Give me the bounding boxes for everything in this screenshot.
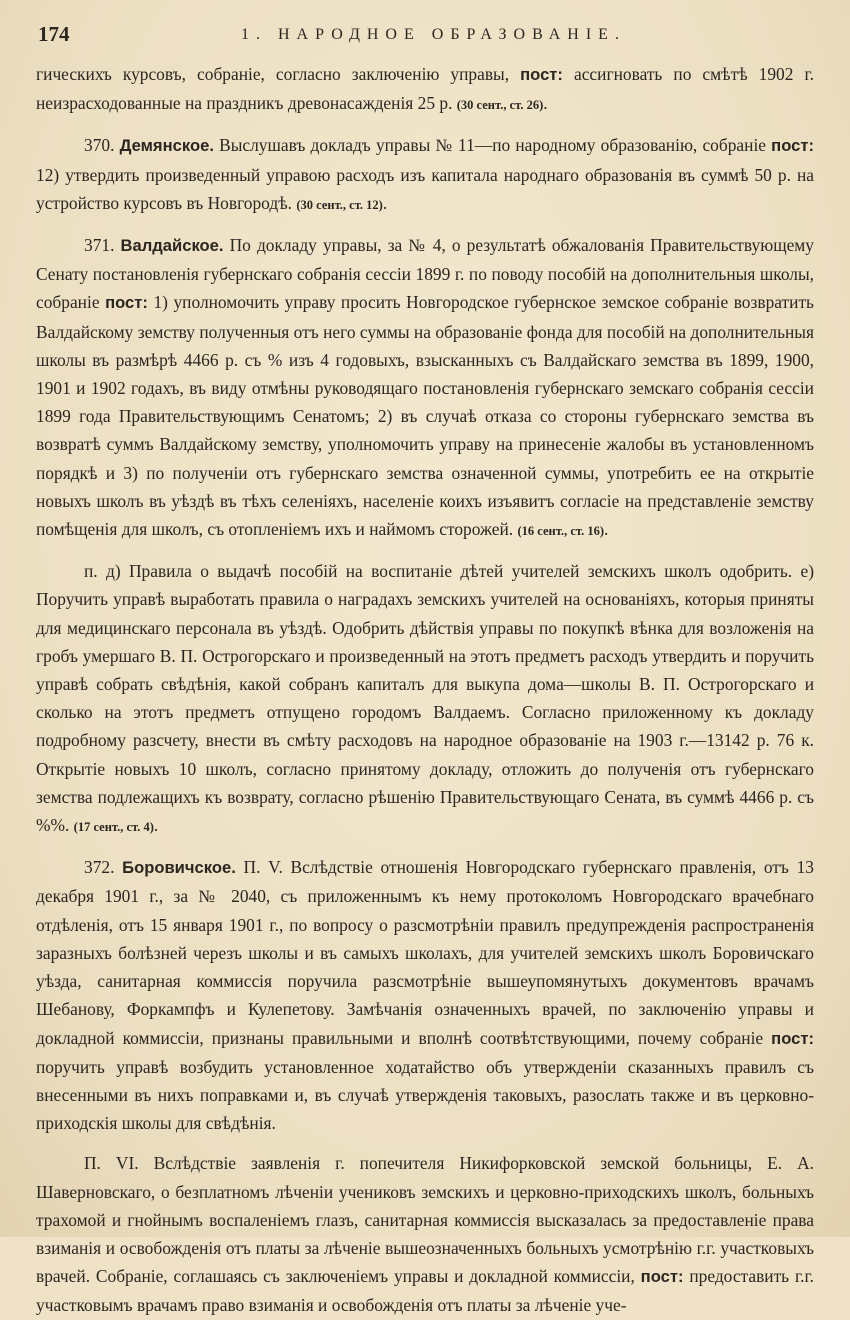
text: . bbox=[153, 815, 159, 836]
item-number: 371. bbox=[84, 235, 121, 256]
running-title: 1. НАРОДНОЕ ОБРАЗОВАНІЕ. bbox=[241, 26, 626, 43]
text: ассигновать по смѣтѣ 1902 г. неизрасходованные на праздникъ древонасажденія 25 р. bbox=[36, 64, 814, 114]
resolution-keyword: пост: bbox=[105, 293, 148, 313]
text: Выслушавъ докладъ управы № 11—по народному образованію, собраніе bbox=[213, 135, 772, 156]
text: предоставить г.г. участковымъ врачамъ право взиманія и освобожденія отъ платы за лѣченіе уче- bbox=[36, 1266, 814, 1316]
text: гическихъ курсовъ, собраніе, согласно заключенію управы, bbox=[36, 64, 521, 84]
resolution-keyword: пост: bbox=[640, 1267, 684, 1287]
session-reference: (30 сент., ст. 12) bbox=[296, 197, 383, 212]
item-number: 370. bbox=[84, 135, 120, 156]
resolution-keyword: пост: bbox=[771, 1028, 814, 1048]
text: поручить управѣ возбудить установленное ходатайство объ утвержденіи сказанныхъ правилъ съ внесенными въ нихъ поправками и, въ случаѣ утвержденія таковыхъ, разослать также и въ церковно-приходскія школы для свѣдѣнія. bbox=[36, 1056, 814, 1134]
paragraph-371-continued bbox=[36, 557, 814, 841]
session-reference: (17 сент., ст. 4) bbox=[73, 820, 154, 835]
district-name: Валдайское. bbox=[120, 236, 224, 256]
resolution-keyword: пост: bbox=[771, 136, 814, 156]
text: 1) уполномочить управу просить Новгородское губернское земское собраніе возвратить Валдайскому земству полученныя отъ него суммы на образованіе фонда для пособій на дополнительныя школы въ размѣрѣ 4466 р. съ % изъ 4 годовыхъ, взысканныхъ съ Валдайскаго земства въ 1899, 1900, 1901 и 1902 годахъ, въ виду отмѣны руководящаго постановленія губернскаго земскаго собранія сессіи 1899 года Правительствующимъ Сенатомъ; 2) въ случаѣ отказа со стороны губернскаго земства въ возвратѣ суммъ Валдайскому земству, уполномочить управу на принесеніе жалобы въ установленномъ порядкѣ и 3) по полученіи отъ губернскаго земства означенной суммы, употребить ее на открытіе новыхъ школъ въ уѣздѣ въ тѣхъ селеніяхъ, населеніе коихъ изъявитъ согласіе на представленіе земству помѣщенія для школъ, съ отопленіемъ ихъ и наймомъ сторожей. bbox=[36, 292, 814, 540]
paragraph-372-item-vi bbox=[36, 1149, 814, 1319]
page-number: 174 bbox=[38, 22, 70, 46]
session-reference: (16 сент., ст. 16) bbox=[517, 524, 604, 539]
text: . bbox=[543, 93, 548, 114]
text: По докладу управы, за № 4, о результатѣ обжалованія Правительствующему Сенату постановленія губернскаго собранія сессіи 1899 г. по поводу пособій на дополнительныя школы, собраніе bbox=[36, 235, 815, 313]
paragraph-372 bbox=[36, 853, 814, 1137]
district-name: Боровичское. bbox=[122, 858, 236, 878]
page-header bbox=[36, 22, 814, 52]
paragraph-370 bbox=[36, 131, 814, 219]
paragraph-continuation bbox=[36, 60, 814, 119]
text: П. V. Вслѣдствіе отношенія Новгородскаго губернскаго правленія, отъ 13 декабря 1901 г., за № 2040, съ приложеннымъ къ нему протоколомъ Новгородскаго врачебнаго отдѣленія, отъ 15 января 1901 г., по вопросу о разсмотрѣніи правилъ предупрежденія распространенія заразныхъ болѣзней черезъ школы и въ самыхъ школахъ, для учителей земскихъ школъ Боровичскаго уѣзда, санитарная коммиссія поручила разсмотрѣніе вышеупомянутыхъ документовъ врачамъ Шебанову, Форкампфъ и Кулепетову. Замѣчанія означенныхъ врачей, по заключенію управы и докладной коммиссіи, признаны правильными и вполнѣ соотвѣтствующими, почему собраніе bbox=[36, 857, 814, 1048]
text: . bbox=[604, 519, 609, 540]
text: . bbox=[382, 192, 388, 213]
paragraph-371 bbox=[36, 231, 814, 545]
item-number: 372. bbox=[84, 857, 123, 878]
body-text bbox=[36, 60, 814, 1320]
text: 12) утвердить произведенный управою расходъ изъ капитала народнаго образованія въ суммѣ 50 р. на устройство курсовъ въ Новгородѣ. bbox=[36, 164, 814, 213]
text: П. VI. Вслѣдствіе заявленія г. попечителя Никифорковской земской больницы, Е. А. Шаверновскаго, о безплатномъ лѣченіи учениковъ земскихъ и церковно-приходскихъ школъ, больныхъ трахомой и гнойнымъ воспаленіемъ глазъ, санитарная коммиссія высказалась за предоставленіе права взиманія и освобожденія отъ платы за лѣченіе вышеозначенныхъ больныхъ усмотрѣнію г.г. участковыхъ врачей. Собраніе, соглашаясь съ заключеніемъ управы и докладной коммиссіи, bbox=[36, 1153, 814, 1287]
district-name: Демянское. bbox=[119, 136, 214, 156]
session-reference: (30 сент., ст. 26) bbox=[456, 98, 544, 113]
text: п. д) Правила о выдачѣ пособій на воспитаніе дѣтей учителей земскихъ школъ одобрить. е) Поручить управѣ выработать правила о наградахъ земскихъ учителей на основаніяхъ, которыя приняты для медицинскаго персонала въ уѣздѣ. Одобрить дѣйствія управы по покупкѣ вѣнка для возложенія на гробъ умершаго В. П. Острогорскаго и произведенный на этотъ предметъ расходъ утвердить и поручить управѣ собрать свѣдѣнія, какой собранъ капиталъ для выкупа дома—школы В. П. Острогорскаго и сколько на этотъ предметъ отпущено городомъ Валдаемъ. Согласно приложенному къ докладу подробному разсчету, внести въ смѣту расходовъ на народное образованіе на 1903 г.—13142 р. 76 к. Открытіе новыхъ 10 школъ, согласно принятому докладу, отложить до полученія отъ губернскаго земства подлежащихъ къ возврату, согласно рѣшенію Правительствующаго Сената, въ суммѣ 4466 р. съ %%. bbox=[36, 561, 814, 836]
resolution-keyword: пост: bbox=[520, 65, 563, 84]
